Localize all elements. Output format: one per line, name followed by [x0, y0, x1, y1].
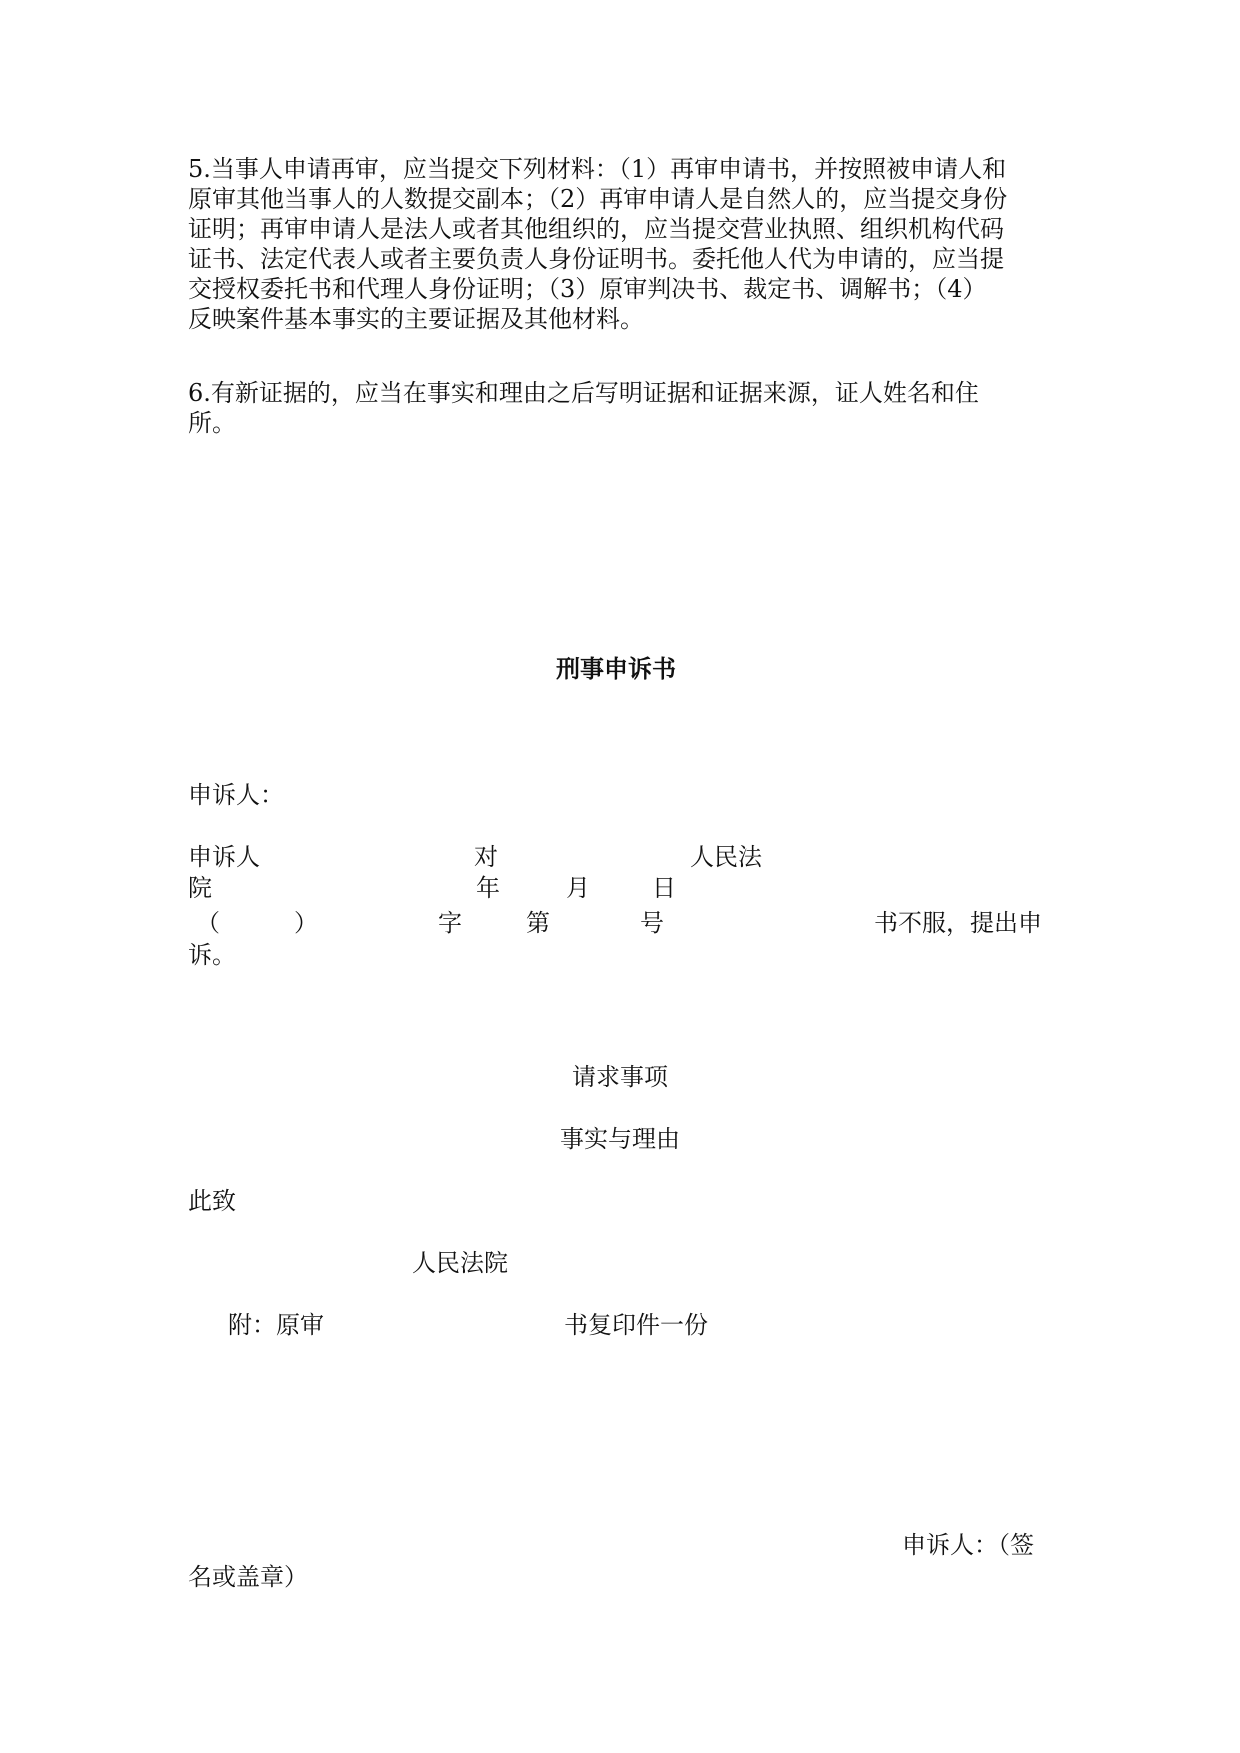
instruction-6-line-2: 所。 — [188, 409, 236, 437]
statement-month: 月 — [566, 874, 590, 902]
instruction-5-line-5: 交授权委托书和代理人身份证明；（3）原审判决书、裁定书、调解书；（4） — [188, 275, 987, 303]
facts-heading: 事实与理由 — [560, 1125, 680, 1153]
statement-court-part: 人民法 — [690, 843, 762, 871]
attachment-suffix: 书复印件一份 — [564, 1311, 708, 1339]
statement-hao: 号 — [640, 909, 664, 937]
court-name: 人民法院 — [412, 1249, 508, 1277]
statement-against: 对 — [474, 843, 498, 871]
instruction-5-line-4: 证书、法定代表人或者主要负责人身份证明书。委托他人代为申请的，应当提 — [188, 245, 1004, 273]
statement-appellant: 申诉人 — [188, 843, 260, 871]
statement-court-end: 院 — [188, 874, 212, 902]
statement-day: 日 — [652, 874, 676, 902]
statement-year: 年 — [476, 874, 500, 902]
statement-end: 诉。 — [188, 941, 236, 969]
statement-close-paren: ） — [294, 909, 318, 937]
closing-salutation: 此致 — [188, 1187, 236, 1215]
document-title: 刑事申诉书 — [556, 655, 676, 683]
statement-dissatisfied: 书不服，提出申 — [874, 909, 1042, 937]
appellant-label: 申诉人： — [188, 781, 284, 809]
statement-open-paren: （ — [196, 909, 220, 937]
instruction-6-line-1: 6.有新证据的，应当在事实和理由之后写明证据和证据来源，证人姓名和住 — [188, 379, 979, 407]
signature-line-1: 申诉人：（签 — [902, 1531, 1034, 1559]
request-heading: 请求事项 — [572, 1063, 668, 1091]
instruction-5-line-6: 反映案件基本事实的主要证据及其他材料。 — [188, 305, 644, 333]
statement-di: 第 — [526, 909, 550, 937]
attachment-prefix: 附：原审 — [228, 1311, 324, 1339]
statement-zi: 字 — [438, 909, 462, 937]
instruction-5-line-1: 5.当事人申请再审，应当提交下列材料：（1）再审申请书，并按照被申请人和 — [188, 155, 1007, 183]
instruction-5-line-2: 原审其他当事人的人数提交副本；（2）再审申请人是自然人的，应当提交身份 — [188, 185, 1008, 213]
signature-line-2: 名或盖章） — [188, 1563, 308, 1591]
instruction-5-line-3: 证明；再审申请人是法人或者其他组织的，应当提交营业执照、组织机构代码 — [188, 215, 1004, 243]
